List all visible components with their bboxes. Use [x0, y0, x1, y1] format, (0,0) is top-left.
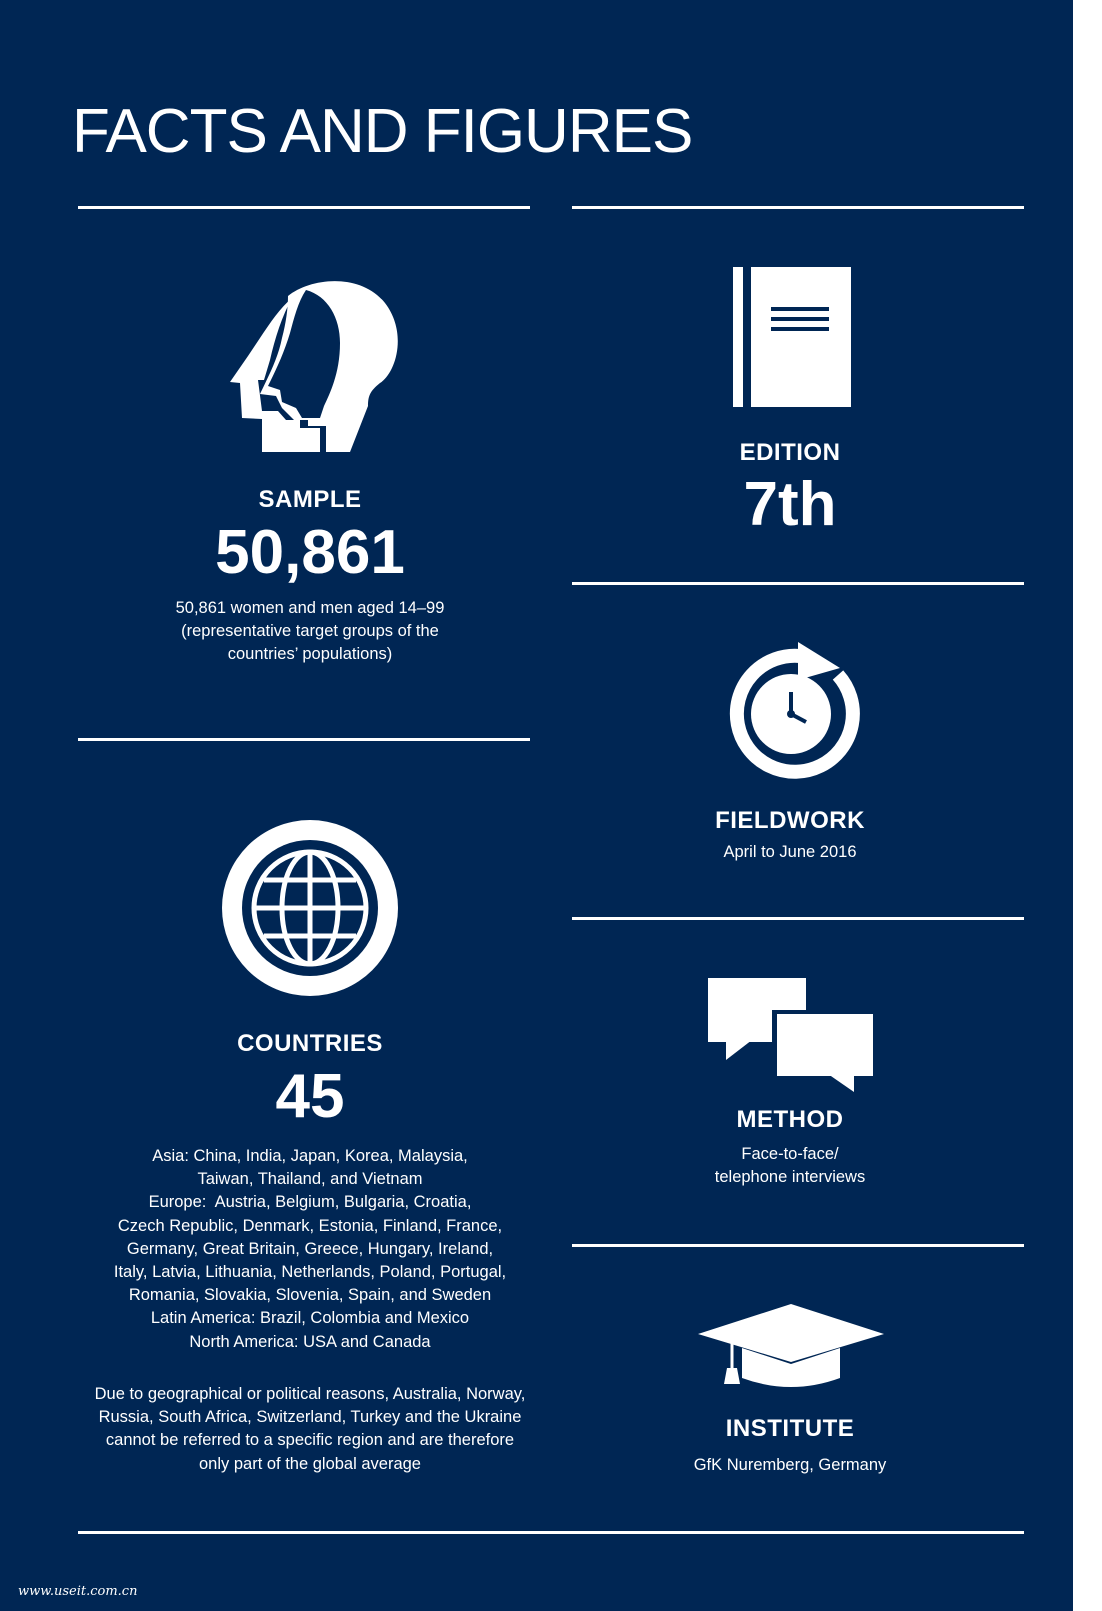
divider [572, 1244, 1024, 1247]
page-title: FACTS AND FIGURES [72, 97, 693, 166]
graduation-cap-icon [698, 1304, 884, 1390]
speech-bubbles-icon [708, 978, 874, 1092]
note-line: Russia, South Africa, Switzerland, Turkey and the Ukraine [98, 1408, 522, 1427]
institute-label: INSTITUTE [725, 1415, 855, 1442]
divider [572, 206, 1024, 209]
countries-description [60, 1145, 560, 1354]
countries-line: Germany, Great Britain, Greece, Hungary, Ireland, [126, 1239, 494, 1258]
countries-note [60, 1383, 560, 1476]
sample-description-line: 50,861 women and men aged 14–99 [175, 599, 445, 617]
sample-description [90, 597, 530, 667]
method-line: telephone interviews [714, 1168, 866, 1187]
countries-line: Czech Republic, Denmark, Estonia, Finland, France, [117, 1216, 503, 1235]
divider [78, 738, 530, 741]
countries-line: Latin America: Brazil, Colombia and Mexico [150, 1309, 470, 1328]
countries-line: North America: USA and Canada [189, 1332, 431, 1351]
note-line: Due to geographical or political reasons, Australia, Norway, [94, 1385, 526, 1403]
countries-line: Italy, Latvia, Lithuania, Netherlands, Poland, Portugal, [113, 1263, 507, 1282]
book-icon [733, 267, 851, 407]
sample-value: 50,861 [215, 518, 405, 587]
globe-icon [222, 820, 398, 996]
institute-value: GfK Nuremberg, Germany [693, 1456, 887, 1474]
divider [572, 582, 1024, 585]
countries-line: Romania, Slovakia, Slovenia, Spain, and Sweden [128, 1286, 492, 1305]
countries-line: Europe: Austria, Belgium, Bulgaria, Croatia, [148, 1193, 472, 1212]
method-label: METHOD [736, 1106, 844, 1133]
countries-value: 45 [275, 1062, 345, 1131]
edition-value: 7th [743, 470, 837, 539]
divider [572, 917, 1024, 920]
note-line: only part of the global average [199, 1454, 421, 1473]
countries-label: COUNTRIES [237, 1030, 383, 1057]
fieldwork-label: FIELDWORK [715, 807, 865, 834]
sample-description-line: (representative target groups of the [181, 622, 439, 641]
clock-icon [720, 640, 862, 782]
method-line: Face-to-face/ [741, 1145, 839, 1163]
edition-label: EDITION [739, 439, 841, 466]
heads-icon [220, 278, 400, 453]
divider [78, 1531, 1024, 1534]
watermark: www.useit.com.cn [18, 1584, 138, 1599]
countries-line: Taiwan, Thailand, and Vietnam [197, 1170, 423, 1189]
method-value [640, 1143, 940, 1189]
fieldwork-value: April to June 2016 [723, 843, 857, 861]
sample-label: SAMPLE [258, 486, 362, 513]
divider [78, 206, 530, 209]
note-line: cannot be referred to a specific region and are therefore [105, 1431, 515, 1450]
countries-line: Asia: China, India, Japan, Korea, Malaysia, [152, 1147, 468, 1165]
sample-description-line: countries’ populations) [227, 645, 393, 664]
